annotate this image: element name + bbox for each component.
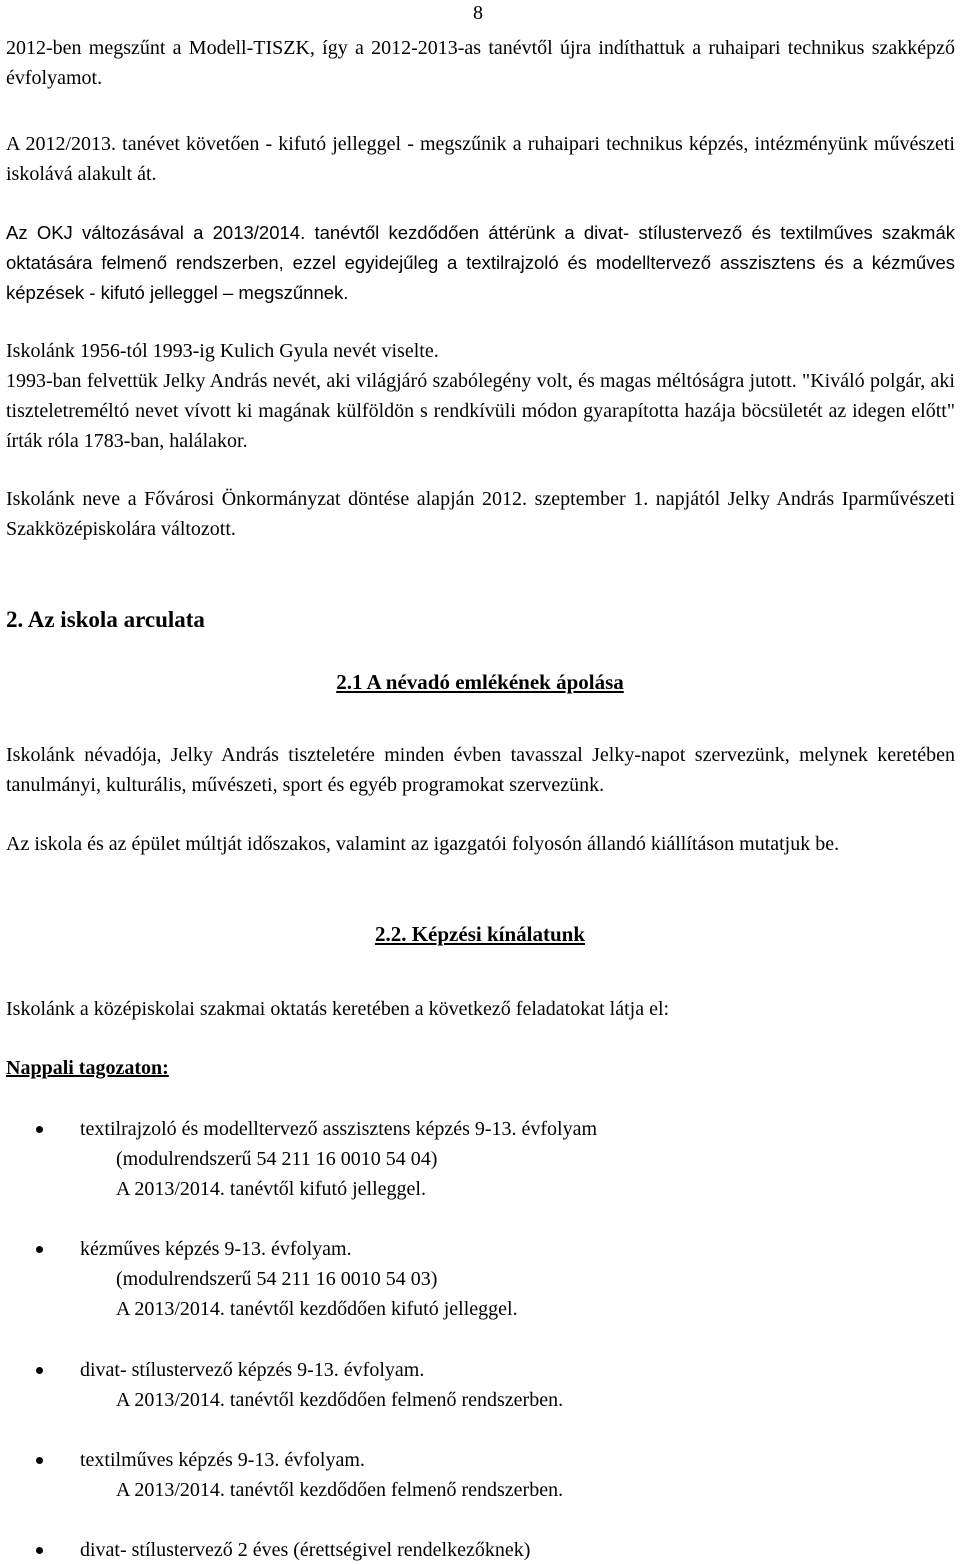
list-item-detail: (modulrendszerű 54 211 16 0010 54 04): [116, 1148, 438, 1170]
list-item-detail: A 2013/2014. tanévtől kezdődően kifutó jelleggel.: [116, 1298, 518, 1320]
bullet-icon: [36, 1547, 43, 1554]
subsection-title: 2.1 A névadó emlékének ápolása: [336, 670, 624, 694]
list-item-title: kézműves képzés 9-13. évfolyam.: [80, 1238, 352, 1260]
page-number: 8: [473, 2, 483, 24]
subsection-paragraph: Az iskola és az épület múltját időszakos, valamint az igazgatói folyosón állandó kiállításon mutatjuk be.: [6, 833, 840, 855]
list-item-detail: A 2013/2014. tanévtől kezdődően felmenő rendszerben.: [116, 1479, 564, 1501]
intro-paragraph: Iskolánk neve a Fővárosi Önkormányzat döntése alapján 2012. szeptember 1. napjától Jelky András Iparművészeti Szakközépiskolára változott.: [6, 488, 955, 540]
list-item-detail: A 2013/2014. tanévtől kezdődően felmenő rendszerben.: [116, 1389, 564, 1411]
subsection-paragraph: Iskolánk névadója, Jelky András tiszteletére minden évben tavasszal Jelky-napot szervezünk, melynek keretében tanulmányi, kulturális, művészeti, sport és egyéb programokat szervezünk.: [6, 744, 955, 796]
subsection-title: 2.2. Képzési kínálatunk: [374, 922, 586, 946]
list-item-title: divat- stílustervező 2 éves (érettségivel rendelkezőknek): [80, 1539, 531, 1561]
intro-paragraph: A 2012/2013. tanévet követően - kifutó jelleggel - megszűnik a ruhaipari technikus képzés, intézményünk művészeti iskolává alakult át.: [6, 133, 955, 185]
bullet-icon: [36, 1126, 43, 1133]
intro-paragraph: Iskolánk 1956-tól 1993-ig Kulich Gyula nevét viselte.: [6, 340, 439, 362]
list-item-detail: (modulrendszerű 54 211 16 0010 54 03): [116, 1268, 438, 1290]
list-item-title: divat- stílustervező képzés 9-13. évfolyam.: [80, 1359, 425, 1381]
intro-paragraph: 2012-ben megszűnt a Modell-TISZK, így a 2012-2013-as tanévtől újra indíthattuk a ruhaipari technikus szakképző évfolyamot.: [6, 37, 955, 89]
intro-paragraph: Az OKJ változásával a 2013/2014. tanévtől kezdődően áttérünk a divat- stílustervező és textilműves szakmák oktatására felmenő rendszerben, ezzel egyidejűleg a textilrajzoló és modelltervező asszisztens és a kézműves képzések - kifutó jelleggel – megszűnnek.: [6, 222, 955, 303]
list-item-detail: A 2013/2014. tanévtől kifutó jelleggel.: [116, 1178, 426, 1200]
bullet-icon: [36, 1367, 43, 1374]
bullet-icon: [36, 1246, 43, 1253]
subsection-intro: Iskolánk a középiskolai szakmai oktatás keretében a következő feladatokat látja el:: [6, 998, 670, 1020]
nappali-label: Nappali tagozaton:: [6, 1057, 169, 1079]
intro-paragraph: 1993-ban felvettük Jelky András nevét, aki világjáró szabólegény volt, és magas méltóságra jutott. "Kiváló polgár, aki tiszteletreméltó nevet vívott ki magának külföldön s rendkívüli módon gyarapította hazája böcsületét az idegen előtt" írták róla 1783-ban, halálakor.: [6, 370, 955, 452]
section-title: 2. Az iskola arculata: [6, 607, 205, 632]
bullet-icon: [36, 1457, 43, 1464]
list-item-title: textilműves képzés 9-13. évfolyam.: [80, 1449, 365, 1471]
list-item-title: textilrajzoló és modelltervező asszisztens képzés 9-13. évfolyam: [80, 1118, 598, 1140]
